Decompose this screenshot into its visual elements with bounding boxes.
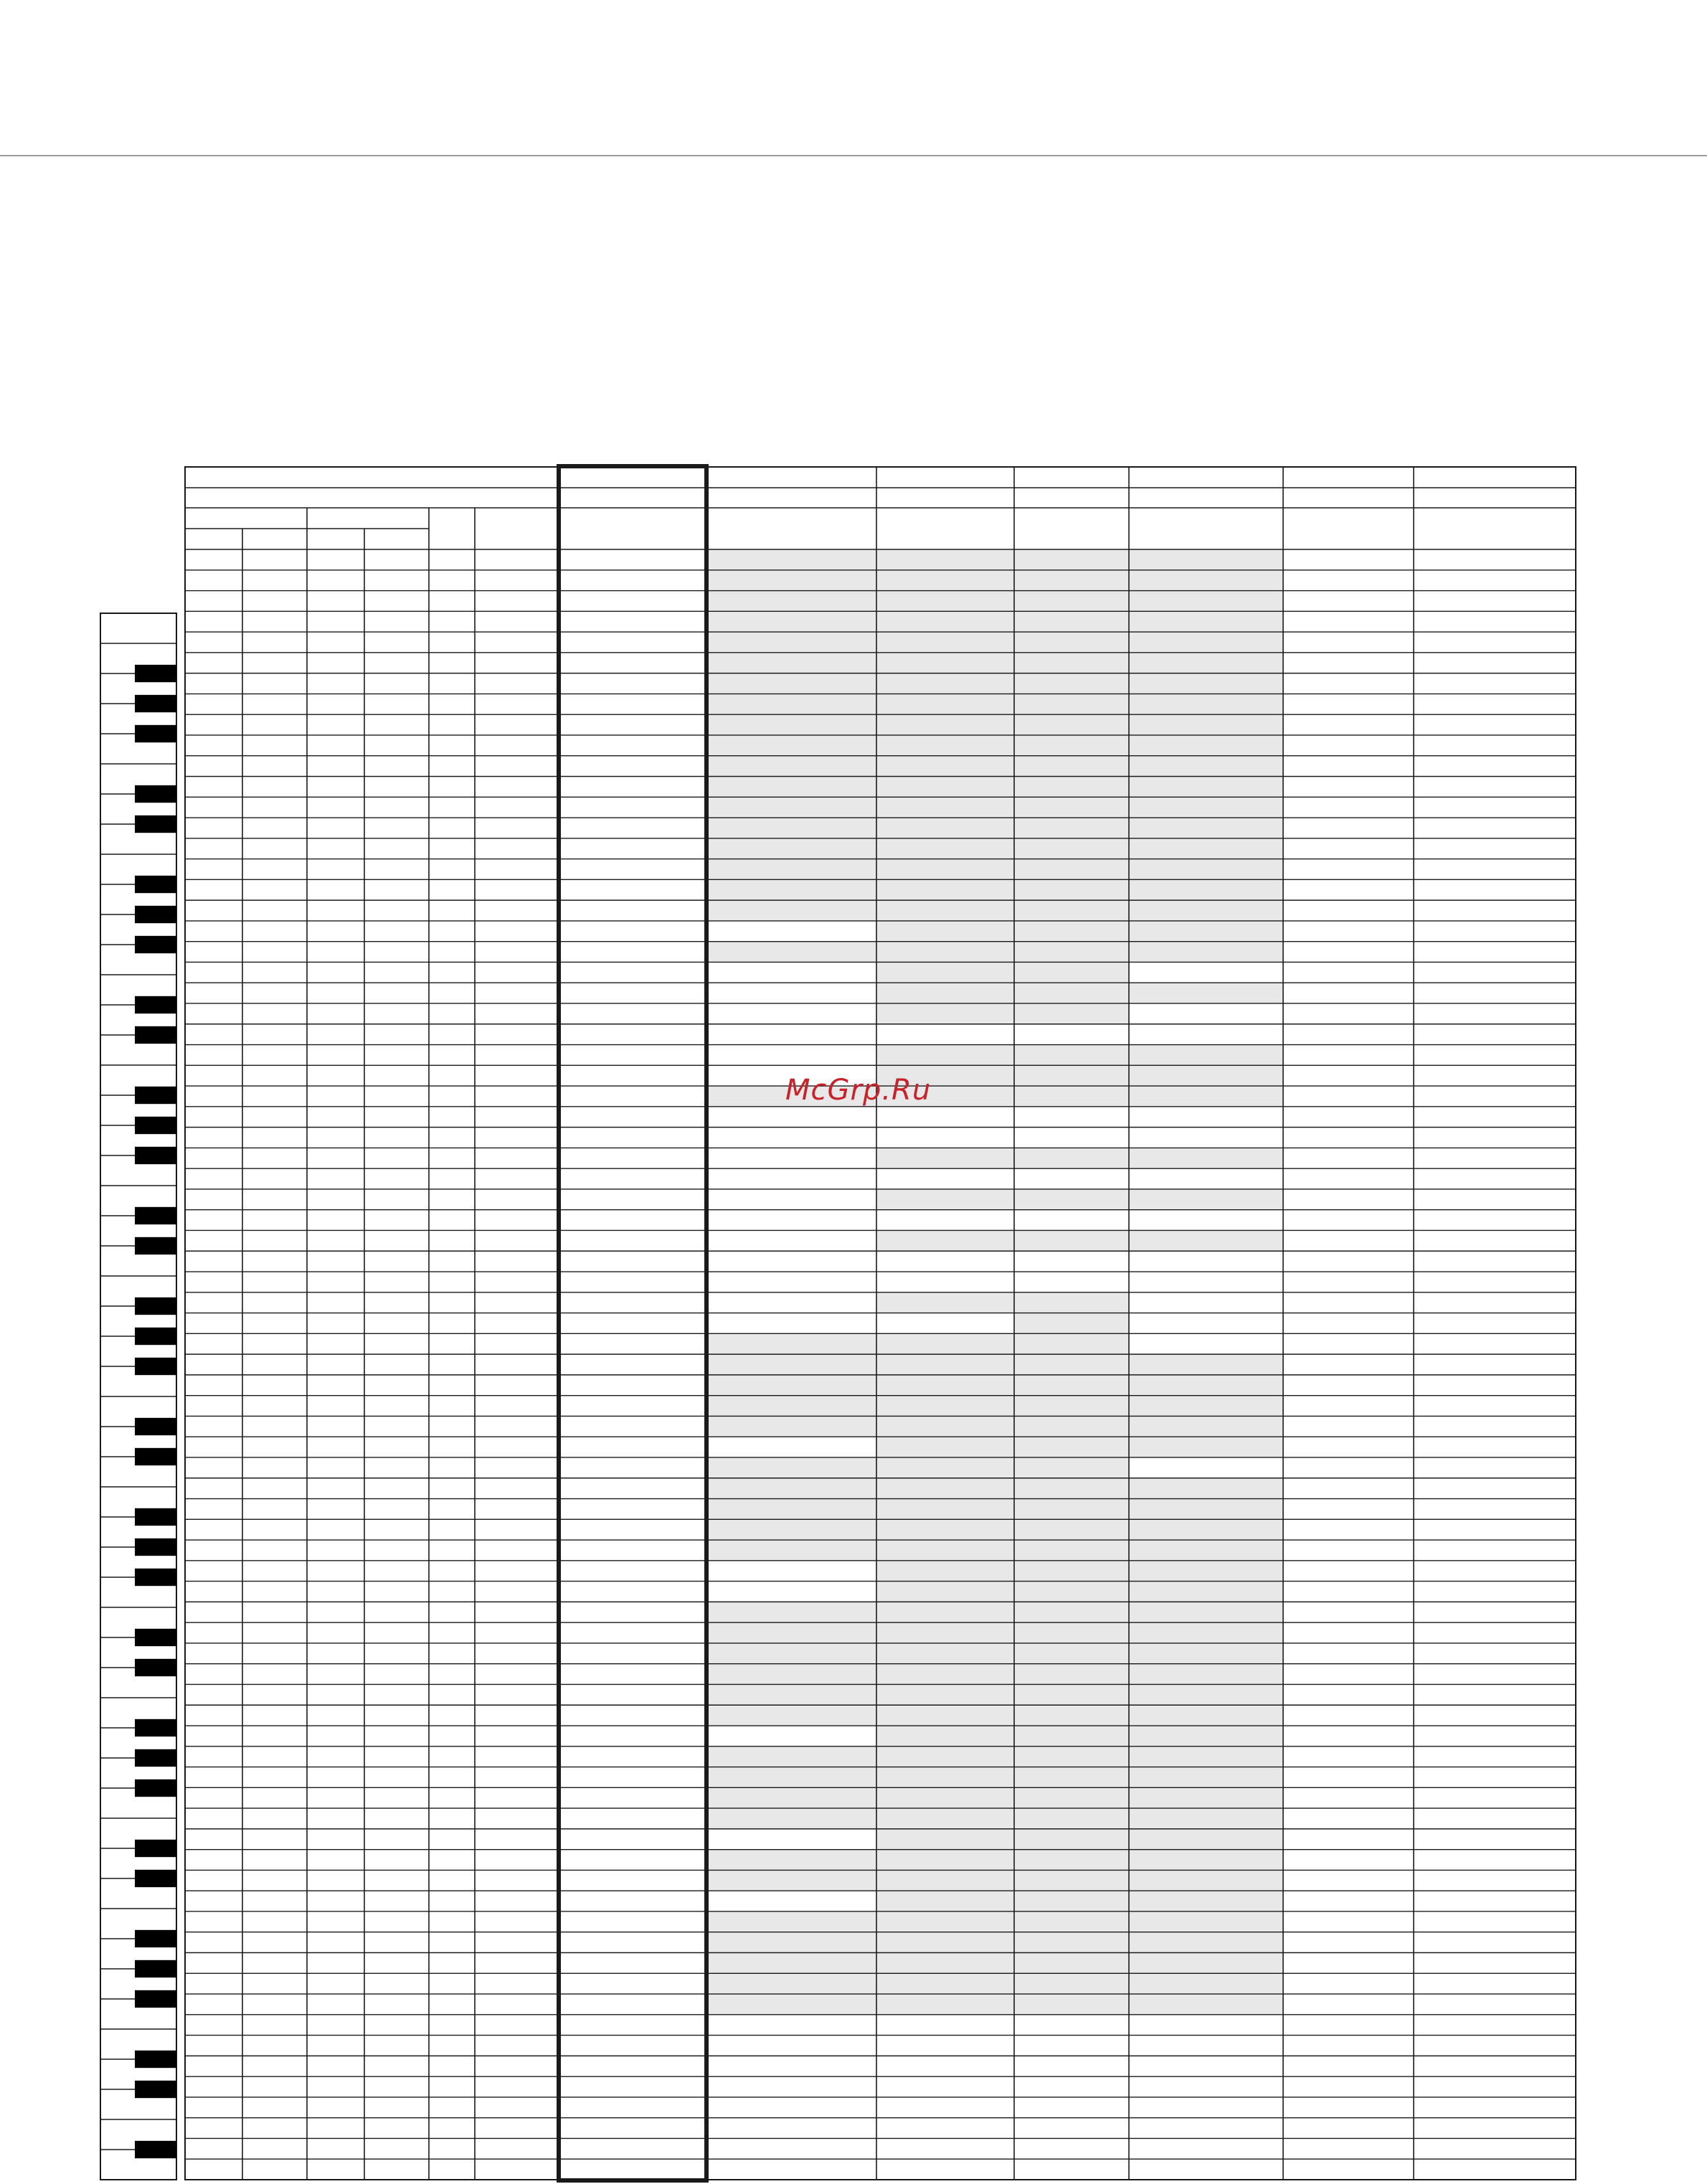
black-key [135,1117,176,1134]
black-key [135,1779,176,1797]
black-key [135,1147,176,1164]
black-key [135,1930,176,1947]
black-key [135,1870,176,1887]
piano-keyboard [100,613,176,2180]
shaded-cell [706,1333,876,1437]
black-key [135,1990,176,2008]
black-key [135,1629,176,1646]
black-key [135,1569,176,1586]
shaded-cell [1129,983,1283,1003]
shaded-cell [876,1189,1014,1210]
black-key [135,1207,176,1224]
shaded-cell [706,1457,876,1561]
black-key [135,1749,176,1767]
shaded-cell [1129,1230,1283,1251]
shaded-cell [1129,1148,1283,1168]
highlighted-column [559,466,706,2180]
black-key [135,1026,176,1044]
shaded-cell [706,942,876,963]
shaded-cell [876,549,1014,1024]
black-key [135,1297,176,1315]
black-key [135,1448,176,1465]
black-key [135,1418,176,1435]
black-key [135,906,176,923]
shaded-cell [1014,549,1129,1024]
black-key [135,936,176,953]
black-key [135,1087,176,1104]
black-key [135,1659,176,1676]
black-key [135,2141,176,2158]
black-key [135,1719,176,1736]
black-key [135,665,176,682]
black-key [135,1508,176,1526]
black-key [135,1237,176,1254]
black-key [135,2051,176,2068]
shaded-cell [1014,1148,1129,1168]
black-key [135,1840,176,1857]
shaded-cell [1014,1230,1129,1251]
shaded-cell [876,1333,1014,2014]
shaded-cell [1014,1189,1129,1210]
shaded-cell [1129,1045,1283,1107]
black-key [135,816,176,833]
shaded-cell [1129,1354,1283,1457]
black-key [135,996,176,1013]
black-key [135,785,176,803]
shaded-cell [876,1148,1014,1168]
shaded-cells [706,549,1283,2015]
shaded-cell [1014,1045,1129,1107]
black-key [135,1538,176,1556]
black-key [135,695,176,712]
black-key [135,1960,176,1977]
black-key [135,1358,176,1375]
black-key [135,725,176,742]
shaded-cell [876,1230,1014,1251]
black-key [135,876,176,893]
black-key [135,1328,176,1345]
shaded-cell [1014,1292,1129,1354]
watermark-text: McGrp.Ru [785,1074,932,1107]
shaded-cell [706,1911,876,2015]
black-key [135,2081,176,2098]
shaded-cell [1129,1189,1283,1210]
shaded-cell [876,1292,1014,1313]
